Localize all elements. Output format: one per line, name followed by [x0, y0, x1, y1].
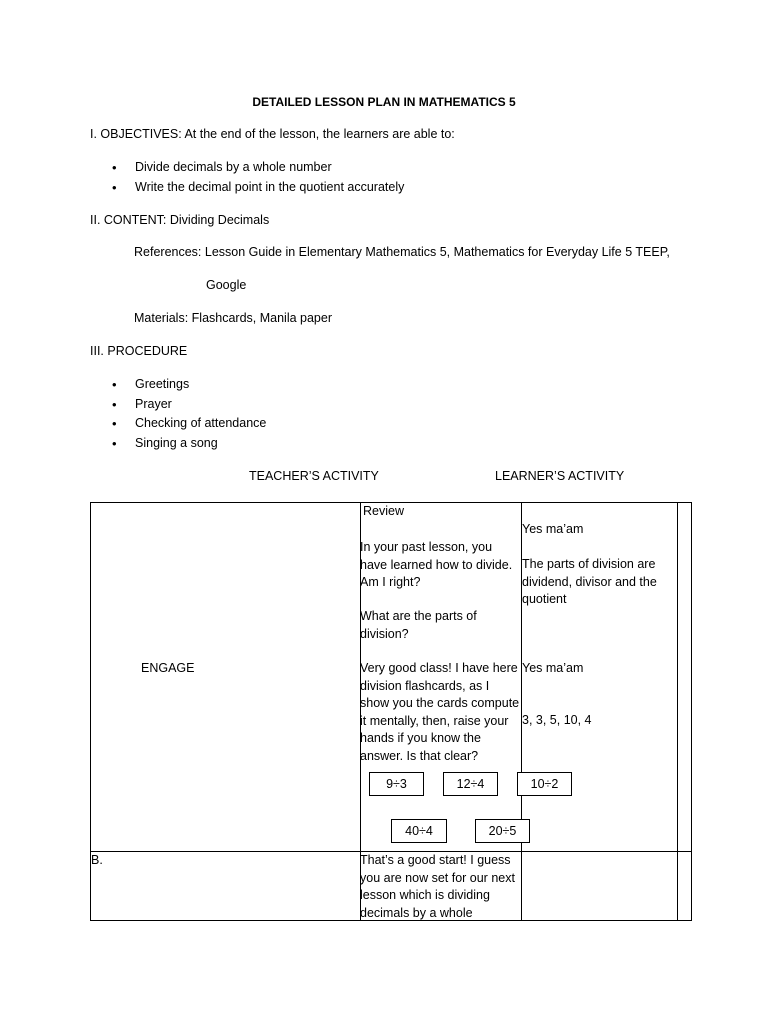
- extra-cell: [678, 503, 692, 852]
- phase-cell: [91, 852, 361, 921]
- learner-activity-header: LEARNER’S ACTIVITY: [495, 469, 625, 483]
- review-label: Review: [363, 504, 404, 518]
- references-text: References: Lesson Guide in Elementary Mathematics 5, Mathematics for Everyday Life 5 TEEP,: [134, 245, 670, 259]
- teacher-text: What are the parts of division?: [360, 609, 477, 641]
- procedure-list: [135, 375, 266, 453]
- flashcard: 10÷2: [517, 772, 572, 796]
- table-row: [91, 852, 692, 921]
- flashcard: 12÷4: [443, 772, 498, 796]
- teacher-activity-header: TEACHER’S ACTIVITY: [249, 469, 379, 483]
- learner-response: 3, 3, 5, 10, 4: [522, 713, 592, 727]
- teacher-text: Very good class! I have here division flashcards, as I show you the cards compute it mentally, then, raise your hands if you know the answer. Is that clear?: [360, 661, 520, 763]
- objectives-heading: I. OBJECTIVES: At the end of the lesson, the learners are able to:: [90, 127, 455, 141]
- learner-response: Yes ma’am: [522, 661, 584, 675]
- flashcard: 9÷3: [369, 772, 424, 796]
- learner-response: Yes ma’am: [522, 522, 584, 536]
- flashcard: 20÷5: [475, 819, 530, 843]
- materials-text: Materials: Flashcards, Manila paper: [134, 311, 332, 325]
- objectives-list: [135, 158, 404, 197]
- extra-cell: [678, 852, 692, 921]
- teacher-text: In your past lesson, you have learned how to divide. Am I right?: [360, 540, 513, 589]
- content-heading: II. CONTENT: Dividing Decimals: [90, 213, 270, 227]
- page-title: DETAILED LESSON PLAN IN MATHEMATICS 5: [252, 95, 516, 109]
- objective-item: • Write the decimal point in the quotient accurately: [135, 178, 404, 198]
- references-continued: Google: [206, 278, 247, 292]
- learner-cell: [522, 503, 678, 852]
- procedure-item: • Greetings: [135, 375, 266, 395]
- lesson-plan-table: [90, 502, 692, 921]
- procedure-item: • Singing a song: [135, 434, 266, 454]
- learner-cell: [522, 852, 678, 921]
- teacher-text: That’s a good start! I guess you are now set for our next lesson which is dividing decimals by a whole: [360, 853, 515, 920]
- procedure-heading: III. PROCEDURE: [90, 344, 188, 358]
- procedure-item: • Prayer: [135, 395, 266, 415]
- learner-response: The parts of division are dividend, divisor and the quotient: [522, 557, 657, 606]
- table-row: [91, 503, 692, 852]
- phase-cell: [91, 503, 361, 852]
- procedure-item: • Checking of attendance: [135, 414, 266, 434]
- teacher-cell: [361, 503, 522, 852]
- teacher-cell: [361, 852, 522, 921]
- phase-label: ENGAGE: [141, 661, 195, 675]
- phase-label: B.: [91, 853, 103, 867]
- objective-item: • Divide decimals by a whole number: [135, 158, 404, 178]
- flashcard: 40÷4: [391, 819, 447, 843]
